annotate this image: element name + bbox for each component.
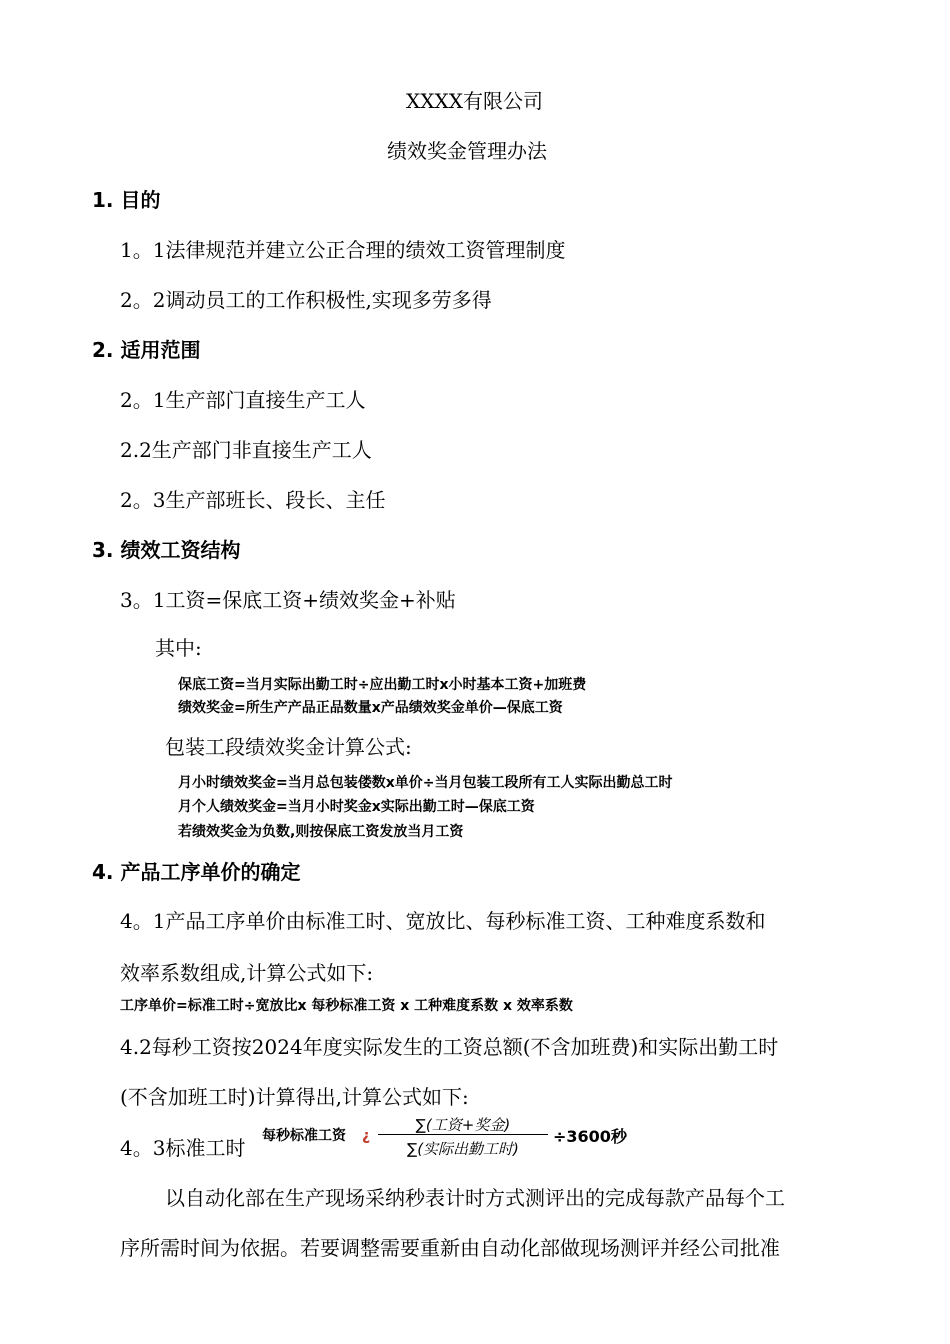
formula-monthly-hourly-bonus: 月小时绩效奖金=当月总包装偻数x单价÷当月包装工段所有工人实际出勤总工时: [178, 775, 673, 791]
paragraph-measurement-line-2: 序所需时间为依据。若要调整需要重新由自动化部做现场测评并经公司批准: [120, 1236, 780, 1260]
paragraph-1-2: 2。2调动员工的工作积极性,实现多劳多得: [120, 288, 492, 312]
formula-performance-bonus: 绩效奖金=所生产产品正品数量x产品绩效奖金单价—保底工资: [178, 700, 563, 716]
fraction-numerator: ∑(工资+奖金): [415, 1116, 511, 1134]
section-3-heading: 3. 绩效工资结构: [92, 538, 241, 562]
packing-formula-title: 包装工段绩效奖金计算公式:: [165, 735, 412, 759]
document-title: 绩效奖金管理办法: [387, 139, 547, 163]
section-2-heading: 2. 适用范围: [92, 338, 201, 362]
formula-monthly-personal-bonus: 月个人绩效奖金=当月小时奖金x实际出勤工时—保底工资: [178, 799, 535, 815]
company-name: XXXX有限公司: [406, 89, 543, 113]
paragraph-1-1: 1。1法律规范并建立公正合理的绩效工资管理制度: [120, 238, 566, 262]
section-1-heading: 1. 目的: [92, 188, 161, 212]
paragraph-4-3-label: 4。3标准工时: [120, 1136, 246, 1160]
among-label: 其中:: [155, 636, 202, 660]
formula-base-salary: 保底工资=当月实际出勤工时÷应出勤工时x小时基本工资+加班费: [178, 677, 587, 693]
formula-equals-glyph: ¿: [362, 1128, 371, 1144]
paragraph-3-1: 3。1工资=保底工资+绩效奖金+补贴: [120, 588, 456, 612]
formula-wage-per-second-label: 每秒标准工资: [262, 1128, 346, 1144]
paragraph-2-3: 2。3生产部班长、段长、主任: [120, 488, 386, 512]
paragraph-measurement-line-1: 以自动化部在生产现场采纳秒表计时方式测评出的完成每款产品每个工: [165, 1186, 785, 1210]
wage-fraction: [374, 1110, 552, 1158]
paragraph-4-1-line-2: 效率系数组成,计算公式如下:: [120, 961, 374, 985]
paragraph-2-1: 2。1生产部门直接生产工人: [120, 388, 366, 412]
formula-process-unit-price: 工序单价=标准工时÷宽放比x 每秒标准工资 x 工种难度系数 x 效率系数: [120, 998, 573, 1014]
paragraph-4-1-line-1: 4。1产品工序单价由标准工时、宽放比、每秒标准工资、工种难度系数和: [120, 909, 766, 933]
paragraph-4-2-line-2: (不含加班工时)计算得出,计算公式如下:: [120, 1085, 469, 1109]
section-4-heading: 4. 产品工序单价的确定: [92, 860, 301, 884]
paragraph-4-2-line-1: 4.2每秒工资按2024年度实际发生的工资总额(不含加班费)和实际出勤工时: [120, 1035, 779, 1059]
formula-divide-seconds: ÷3600秒: [553, 1127, 627, 1146]
paragraph-2-2: 2.2生产部门非直接生产工人: [120, 438, 372, 462]
fraction-bar: [378, 1134, 548, 1135]
negative-bonus-rule: 若绩效奖金为负数,则按保底工资发放当月工资: [178, 824, 464, 840]
fraction-denominator: ∑(实际出勤工时): [407, 1140, 519, 1158]
